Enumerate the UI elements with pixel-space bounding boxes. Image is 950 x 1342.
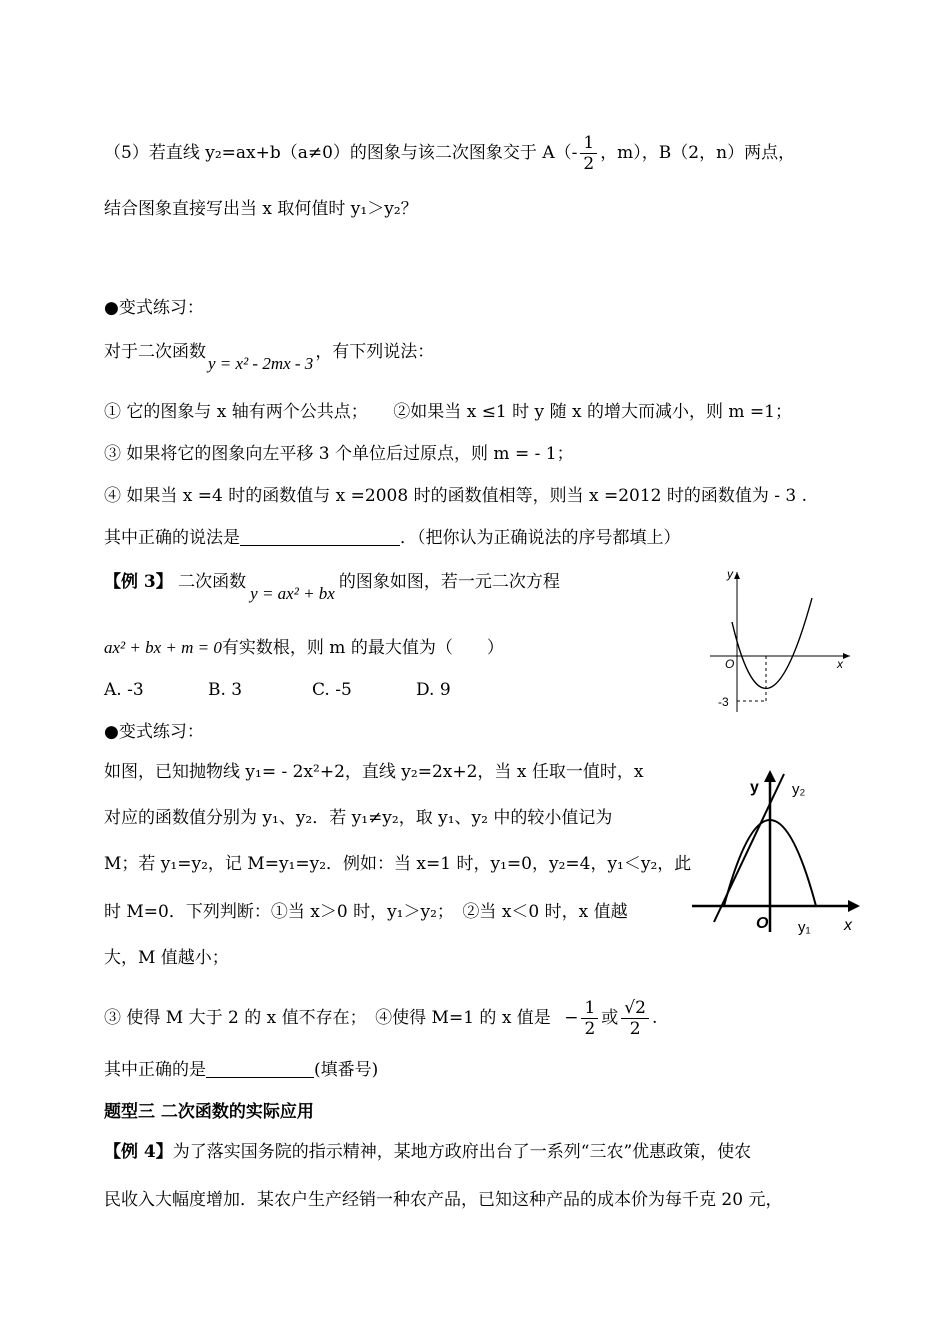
example3-options <box>104 678 451 702</box>
variant2-line6-text: ③ 使得 M 大于 2 的 x 值不存在； ④使得 M=1 的 x 值是 <box>104 1008 551 1028</box>
q5-fraction <box>580 133 597 174</box>
variant2-ask-a: 其中正确的是 <box>104 1060 206 1080</box>
variant2-graph-y1-label: y₁ <box>798 919 811 936</box>
example4-line1-text: 为了落实国务院的指示精神，某地方政府出台了一系列“三农”优惠政策，使农 <box>172 1142 752 1162</box>
option-a[interactable]: A. -3 <box>104 680 144 700</box>
variant2-graph-y2-label: y₂ <box>792 781 806 798</box>
variant2-line-3: M；若 y₁=y₂，记 M=y₁=y₂．例如：当 x=1 时，y₁=0，y₂=4，y₁＜y₂，此 <box>104 854 692 874</box>
example3-graph-x-label: x <box>837 657 843 671</box>
variant2-line-2: 对应的函数值分别为 y₁、y₂．若 y₁≠y₂，取 y₁、y₂ 中的较小值记为 <box>104 808 613 828</box>
variant2-frac-1-num: 1 <box>581 998 598 1019</box>
example4-label: 【例 4】 <box>104 1142 173 1162</box>
answer-blank-2[interactable] <box>206 1059 314 1078</box>
variant1-intro-a: 对于二次函数 <box>104 342 206 362</box>
variant2-heading: ●变式练习： <box>104 722 204 742</box>
q5-frac-den: 2 <box>583 154 595 174</box>
variant2-graph <box>688 760 868 940</box>
example4-line1 <box>104 1140 751 1164</box>
example3-eq-text: 有实数根，则 m 的最大值为（ ） <box>221 638 504 658</box>
variant2-frac-1-den: 2 <box>584 1019 596 1039</box>
example3-line1 <box>104 570 560 603</box>
variant2-line-5: 大，M 值越小； <box>104 948 229 968</box>
example3-formula: y = ax² + bx <box>250 584 335 603</box>
variant1-formula: y = x² - 2mx - 3 <box>208 354 314 373</box>
example3-line2 <box>104 636 504 660</box>
variant2-line-6: ③ 使得 M 大于 2 的 x 值不存在； ④使得 M=1 的 x 值是 − $\frac{1}{2}$ 或 $\frac{√2}{2}$ . <box>104 998 658 1039</box>
example3-label: 【例 3】 <box>104 572 173 592</box>
variant2-line-4: 时 M=0．下列判断：①当 x＞0 时，y₁＞y₂； ②当 x＜0 时，x 值越 <box>104 902 628 922</box>
example4-line2: 民收入大幅度增加．某农户生产经销一种农产品，已知这种产品的成本价为每千克 20 元， <box>104 1190 783 1210</box>
variant2-line-1: 如图，已知抛物线 y₁= - 2x²+2，直线 y₂=2x+2，当 x 任取一值时，x <box>104 762 644 782</box>
variant1-intro-b: ，有下列说法： <box>315 342 435 362</box>
example3-graph-y-label: y <box>727 567 733 581</box>
q5-line1-text-b: ，m），B（2，n）两点， <box>600 143 796 163</box>
example3-text-a: 二次函数 <box>172 572 247 592</box>
variant2-ask <box>104 1058 378 1082</box>
variant2-or: 或 <box>601 1008 619 1028</box>
variant1-heading: ●变式练习： <box>104 298 204 318</box>
option-d[interactable]: D. 9 <box>416 680 451 700</box>
example3-graph-origin: O <box>725 657 735 671</box>
q5-frac-num: 1 <box>580 133 597 154</box>
example3-graph-min-label: -3 <box>718 695 729 709</box>
variant1-intro <box>104 340 435 373</box>
example3-text-b: 的图象如图，若一元二次方程 <box>338 572 560 592</box>
section3-heading: 题型三 二次函数的实际应用 <box>104 1102 314 1122</box>
variant2-graph-origin: O <box>756 915 769 932</box>
variant2-frac-2-num: √2 <box>621 998 649 1019</box>
variant2-frac-1 <box>581 998 598 1039</box>
variant1-statement-1-2: ① 它的图象与 x 轴有两个公共点； ②如果当 x ≤1 时 y 随 x 的增大而减小，则 m =1； <box>104 402 792 422</box>
variant2-frac-2 <box>621 998 649 1039</box>
variant1-ask-b: ．（把你认为正确说法的序号都填上） <box>400 528 681 548</box>
option-b[interactable]: B. 3 <box>208 680 243 700</box>
variant1-statement-4: ④ 如果当 x =4 时的函数值与 x =2008 时的函数值相等，则当 x =2012 时的函数值为 - 3 . <box>104 486 808 506</box>
variant2-ask-b: (填番号) <box>314 1060 379 1080</box>
example3-equation: ax² + bx + m = 0 <box>104 638 222 657</box>
q5-line2: 结合图象直接写出当 x 取何值时 y₁＞y₂？ <box>104 199 418 219</box>
variant1-statement-3: ③ 如果将它的图象向左平移 3 个单位后过原点，则 m = - 1； <box>104 444 574 464</box>
variant1-ask-a: 其中正确的说法是 <box>104 528 240 548</box>
option-c[interactable]: C. -5 <box>312 680 352 700</box>
q5-line1-text-a: （5）若直线 y₂=ax+b（a≠0）的图象与该二次图象交于 A（- <box>104 143 578 163</box>
q5-line1 <box>104 133 795 174</box>
variant2-graph-y-label: y <box>750 779 759 796</box>
variant2-graph-x-label: x <box>844 917 852 934</box>
variant1-ask <box>104 526 681 550</box>
example3-graph <box>700 560 860 720</box>
answer-blank-1[interactable] <box>240 527 400 546</box>
variant2-frac-2-den: 2 <box>629 1019 641 1039</box>
